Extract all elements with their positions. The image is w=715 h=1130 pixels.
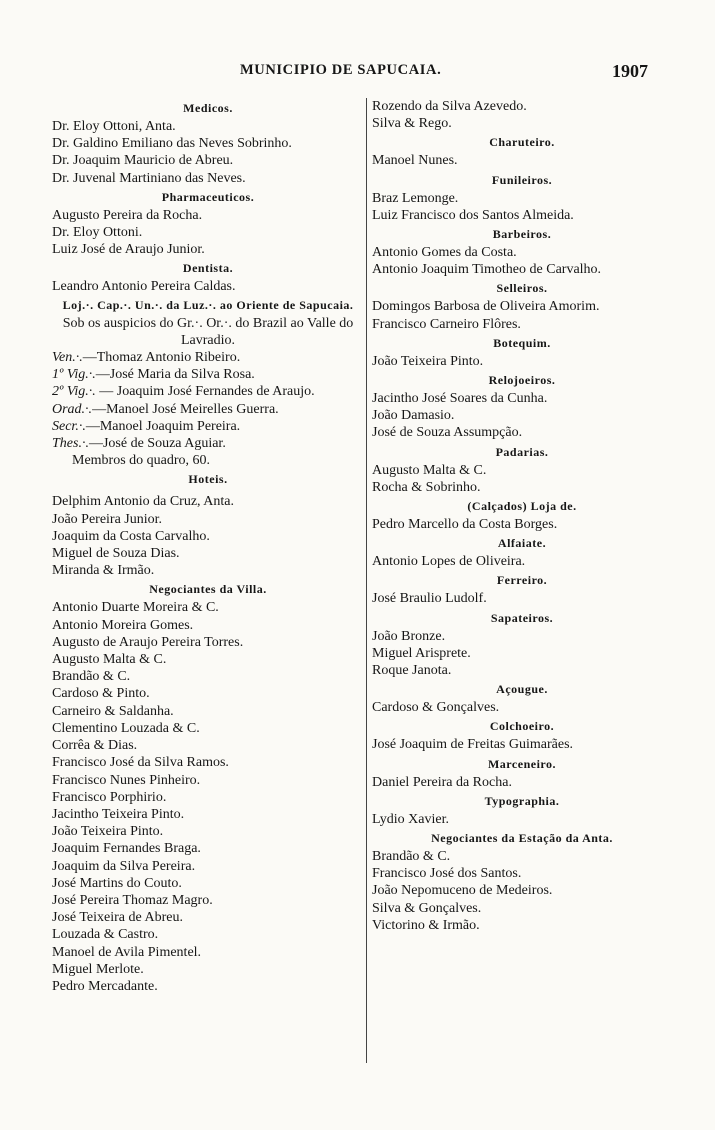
list-item: José Joaquim de Freitas Guimarães. xyxy=(372,737,574,753)
section-heading: Funileiros. xyxy=(491,172,553,187)
section-estacao-anta xyxy=(372,830,672,934)
list-item: Rocha & Sobrinho. xyxy=(372,479,481,495)
section-heading: Medicos. xyxy=(183,101,233,115)
section-dentista xyxy=(52,260,364,295)
section-botequim xyxy=(372,335,672,370)
list-item: Augusto Malta & C. xyxy=(372,462,487,478)
list-item: Clementino Louzada & C. xyxy=(52,720,200,736)
section-pharmaceuticos xyxy=(52,189,364,259)
page-header xyxy=(0,62,715,86)
list-item: Roque Janota. xyxy=(372,663,452,679)
officer-name: — Joaquim José Fernandes de Araujo. xyxy=(95,384,315,400)
list-item: Miranda & Irmão. xyxy=(52,563,155,579)
list-item: Augusto Pereira da Rocha. xyxy=(52,207,203,223)
section-negociantes-villa xyxy=(52,581,364,995)
officer-role: Thes.·. xyxy=(52,436,89,452)
page-number: 1907 xyxy=(612,61,648,81)
section-alfaiate xyxy=(372,535,672,570)
section-heading: Sapateiros. xyxy=(490,610,554,625)
list-item: Lydio Xavier. xyxy=(372,811,449,827)
section-loja xyxy=(52,298,364,470)
list-item: Antonio Lopes de Oliveira. xyxy=(372,554,526,570)
members-count: Membros do quadro, 60. xyxy=(72,453,211,469)
list-item: Francisco Nunes Pinheiro. xyxy=(52,772,201,788)
officer-name: —José de Souza Aguiar. xyxy=(88,436,226,452)
section-heading: Colchoeiro. xyxy=(489,719,555,734)
list-item: Braz Lemonge. xyxy=(372,190,459,206)
section-relojoeiros xyxy=(372,372,672,442)
officer-row xyxy=(52,349,364,366)
section-typographia xyxy=(372,793,672,828)
list-item: Carneiro & Saldanha. xyxy=(52,703,174,719)
section-calcados xyxy=(372,498,672,533)
list-item: Brandão & C. xyxy=(52,669,131,685)
list-item: Leandro Antonio Pereira Caldas. xyxy=(52,279,236,295)
list-item: Francisco Porphirio. xyxy=(52,789,167,805)
list-item: Antonio Gomes da Costa. xyxy=(372,245,517,261)
running-title: MUNICIPIO DE SAPUCAIA. xyxy=(240,62,442,78)
list-item: João Nepomuceno de Medeiros. xyxy=(372,883,553,899)
list-item: Brandão & C. xyxy=(372,849,451,865)
heading-main: Loja de. xyxy=(530,499,577,514)
section-heading: Botequim. xyxy=(493,335,551,350)
officer-row xyxy=(52,366,364,383)
officer-role: 2º Vig.·. xyxy=(52,384,96,400)
list-item: Miguel Merlote. xyxy=(52,961,144,977)
section-heading: Ferreiro. xyxy=(496,573,548,588)
section-heading xyxy=(372,498,672,514)
section-heading: Typographia. xyxy=(484,793,560,808)
section-heading: Alfaiate. xyxy=(497,536,547,551)
list-item: Silva & Rego. xyxy=(372,116,452,132)
list-item: José Martins do Couto. xyxy=(52,875,182,891)
auspices-note: Sob os auspicios do Gr.·. Or.·. do Brazil ao Valle do Lavradio. xyxy=(62,315,354,348)
list-item: João Teixeira Pinto. xyxy=(52,824,164,840)
list-item: Pedro Mercadante. xyxy=(52,978,158,994)
section-barbeiros xyxy=(372,226,672,278)
section-selleiros xyxy=(372,280,672,332)
heading-prefix: (Calçados) xyxy=(467,499,528,514)
list-item: Jacintho Teixeira Pinto. xyxy=(52,806,185,822)
section-heading: Hoteis. xyxy=(188,472,228,487)
list-item: Daniel Pereira da Rocha. xyxy=(372,774,512,790)
officer-name: —Manoel Joaquim Pereira. xyxy=(85,418,241,434)
list-item: João Bronze. xyxy=(372,628,446,644)
list-item: Pedro Marcello da Costa Borges. xyxy=(372,517,558,533)
list-item: Dr. Juvenal Martiniano das Neves. xyxy=(52,170,246,186)
list-item: Cardoso & Gonçalves. xyxy=(372,700,500,716)
section-heading: Selleiros. xyxy=(496,281,548,296)
section-hoteis xyxy=(52,471,364,579)
section-funileiros xyxy=(372,172,672,224)
officer-row xyxy=(52,401,364,418)
list-item: Jacintho José Soares da Cunha. xyxy=(372,391,548,407)
list-item: Joaquim da Costa Carvalho. xyxy=(52,528,210,544)
officer-role: 1º Vig.·. xyxy=(52,367,96,383)
list-item: Francisco Carneiro Flôres. xyxy=(372,316,521,332)
list-item: Rozendo da Silva Azevedo. xyxy=(372,99,527,114)
section-heading: Charuteiro. xyxy=(489,135,555,150)
section-heading: Açougue. xyxy=(496,682,548,697)
section-continued xyxy=(372,98,672,132)
list-item: Miguel de Souza Dias. xyxy=(52,546,180,562)
list-item: Luiz José de Araujo Junior. xyxy=(52,242,205,258)
list-item: Dr. Galdino Emiliano das Neves Sobrinho. xyxy=(52,136,292,152)
list-item: João Damasio. xyxy=(372,408,455,424)
list-item: Antonio Moreira Gomes. xyxy=(52,617,194,633)
list-item: Corrêa & Dias. xyxy=(52,738,138,754)
list-item: João Pereira Junior. xyxy=(52,511,163,527)
section-heading: Marceneiro. xyxy=(487,756,557,771)
list-item: João Teixeira Pinto. xyxy=(372,353,484,369)
section-heading: Loj.·. Cap.·. Un.·. da Luz.·. ao Oriente de Sapucaia. xyxy=(62,297,354,312)
list-item: Augusto Malta & C. xyxy=(52,652,167,668)
section-heading: Pharmaceuticos. xyxy=(161,189,255,204)
officer-name: —Thomaz Antonio Ribeiro. xyxy=(82,350,241,366)
list-item: Silva & Gonçalves. xyxy=(372,900,482,916)
list-item: Antonio Joaquim Timotheo de Carvalho. xyxy=(372,262,602,278)
officer-name: —Manoel José Meirelles Guerra. xyxy=(92,401,279,417)
list-item: Dr. Eloy Ottoni. xyxy=(52,225,143,241)
list-item: Cardoso & Pinto. xyxy=(52,686,150,702)
officer-row xyxy=(52,418,364,435)
list-item: Francisco José da Silva Ramos. xyxy=(52,755,229,771)
right-column xyxy=(372,98,672,934)
officer-role: Ven.·. xyxy=(52,350,83,366)
list-item: Domingos Barbosa de Oliveira Amorim. xyxy=(372,299,600,315)
section-heading: Relojoeiros. xyxy=(488,373,556,388)
section-ferreiro xyxy=(372,572,672,607)
list-item: Manoel Nunes. xyxy=(372,153,458,169)
list-item: Augusto de Araujo Pereira Torres. xyxy=(52,634,244,650)
section-heading: Negociantes da Villa. xyxy=(149,582,267,597)
section-heading: Barbeiros. xyxy=(492,227,552,242)
section-colchoeiro xyxy=(372,718,672,753)
list-item: Dr. Joaquim Mauricio de Abreu. xyxy=(52,153,234,169)
section-marceneiro xyxy=(372,756,672,791)
section-sapateiros xyxy=(372,610,672,680)
section-medicos xyxy=(52,100,364,187)
list-item: Francisco José dos Santos. xyxy=(372,866,522,882)
list-item: Victorino & Irmão. xyxy=(372,917,480,933)
section-heading: Padarias. xyxy=(495,444,549,459)
list-item: Joaquim Fernandes Braga. xyxy=(52,841,201,857)
list-item: Louzada & Castro. xyxy=(52,927,159,943)
section-heading: Negociantes da Estação da Anta. xyxy=(431,831,613,846)
officer-row xyxy=(52,435,364,452)
list-item: Luiz Francisco dos Santos Almeida. xyxy=(372,207,574,223)
section-charuteiro xyxy=(372,134,672,169)
list-item: José Braulio Ludolf. xyxy=(372,591,487,607)
list-item: Dr. Eloy Ottoni, Anta. xyxy=(52,119,176,134)
list-item: José Teixeira de Abreu. xyxy=(52,910,183,926)
list-item: Manoel de Avila Pimentel. xyxy=(52,944,202,960)
officer-row xyxy=(52,383,364,400)
list-item: José de Souza Assumpção. xyxy=(372,425,523,441)
list-item: Delphim Antonio da Cruz, Anta. xyxy=(52,494,234,510)
section-acougue xyxy=(372,681,672,716)
list-item: José Pereira Thomaz Magro. xyxy=(52,892,213,908)
list-item: Joaquim da Silva Pereira. xyxy=(52,858,196,874)
section-padarias xyxy=(372,444,672,496)
section-heading: Dentista. xyxy=(182,261,234,276)
officer-role: Orad.·. xyxy=(52,401,93,417)
officer-role: Secr.·. xyxy=(52,418,86,434)
officer-name: —José Maria da Silva Rosa. xyxy=(95,367,255,383)
list-item: Antonio Duarte Moreira & C. xyxy=(52,600,219,616)
left-column xyxy=(52,98,364,995)
list-item: Miguel Arisprete. xyxy=(372,645,471,661)
column-divider xyxy=(366,98,367,1063)
